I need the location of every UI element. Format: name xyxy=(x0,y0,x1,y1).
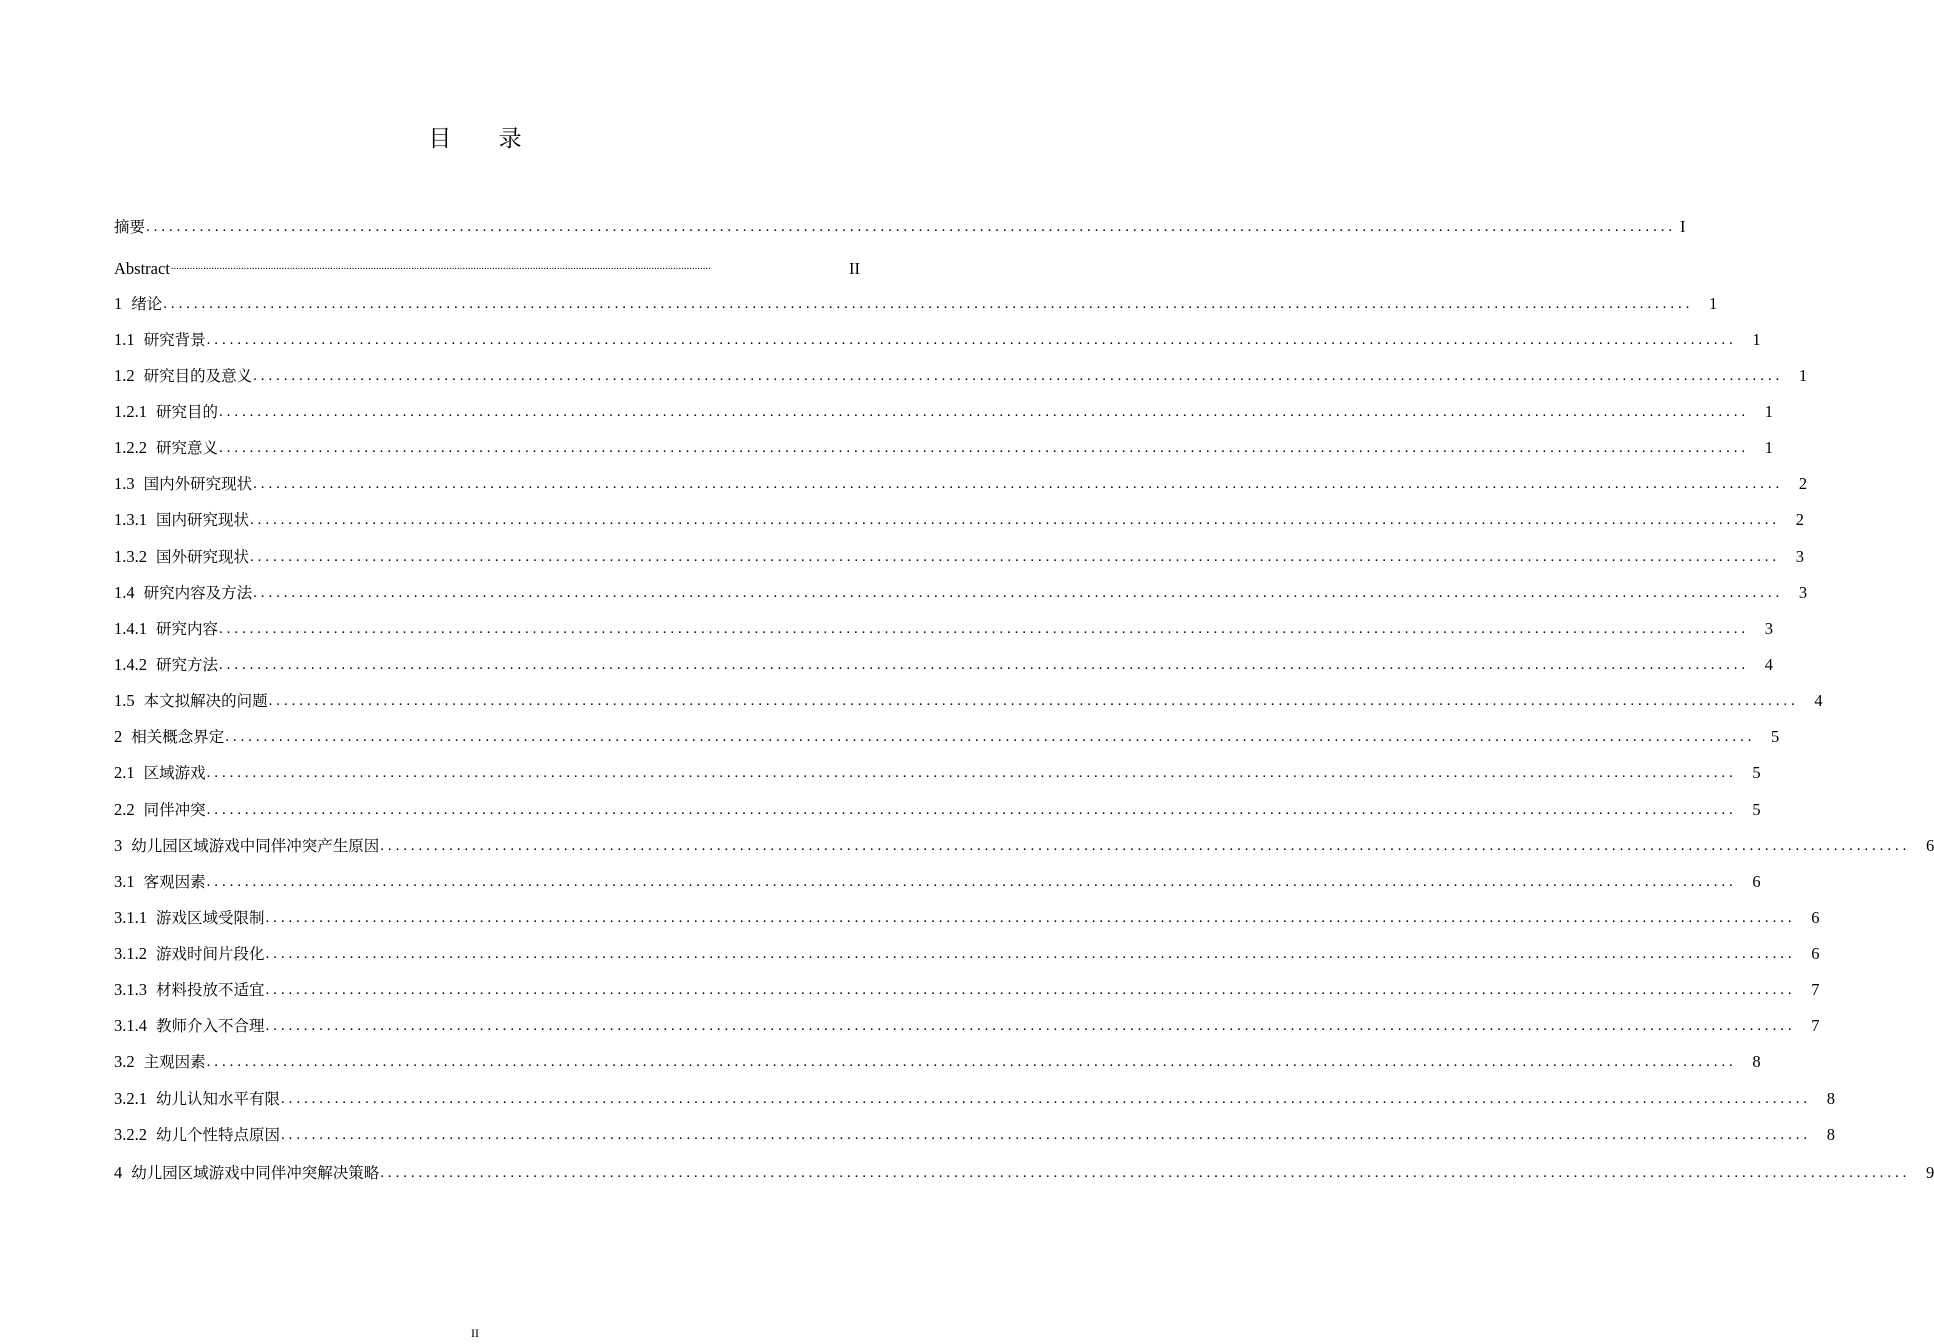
toc-entry-number: 1.3 xyxy=(114,474,135,493)
toc-entry[interactable] xyxy=(114,758,1761,784)
toc-entry-number: 1.3.2 xyxy=(114,547,147,566)
toc-dot-leader: ........................................................................................................................................................................................................ xyxy=(206,765,1737,781)
toc-dot-leader: ........................................................................................................................................................................................................ xyxy=(225,729,1756,745)
toc-entry-number: 3.1 xyxy=(114,872,135,891)
toc-entry[interactable] xyxy=(114,614,1774,640)
toc-entry-page: 1 xyxy=(1764,438,1774,457)
toc-entry-number: 2 xyxy=(114,727,123,746)
toc-entry-page: 4 xyxy=(1814,691,1823,710)
toc-entry[interactable] xyxy=(114,254,860,280)
toc-entry[interactable] xyxy=(114,722,1780,748)
toc-entry-title: 幼儿个性特点原因 xyxy=(156,1126,281,1144)
toc-dot-leader: ........................................................................................................................................................................................................ xyxy=(219,404,1750,420)
toc-entry-title: 客观因素 xyxy=(143,873,206,891)
toc-entry-page: 6 xyxy=(1926,836,1934,855)
toc-entry[interactable] xyxy=(114,795,1761,821)
toc-entry-page: 2 xyxy=(1798,474,1808,493)
toc-dot-leader: ........................................................................................................................................................................................................ xyxy=(253,585,1784,601)
toc-entry-page: 6 xyxy=(1752,872,1761,891)
toc-entry-number: 3.2.1 xyxy=(114,1089,147,1108)
toc-entry-title: 国内研究现状 xyxy=(156,511,250,529)
toc-entry-page: 3 xyxy=(1798,583,1808,602)
page-title: 目 录 xyxy=(428,126,542,152)
toc-dot-leader: ........................................................................................................................................................................................................ xyxy=(219,621,1750,637)
toc-entry-title: 游戏时间片段化 xyxy=(156,945,265,963)
toc-entry[interactable] xyxy=(114,433,1774,459)
toc-dot-leader: ........................................................................................................................................................................................................ xyxy=(250,512,1781,528)
toc-dot-leader: ........................................................................................................................................................................................................ xyxy=(206,1054,1737,1070)
toc-entry-title: 研究背景 xyxy=(143,331,206,349)
toc-entry[interactable] xyxy=(114,686,1823,712)
toc-entry-title: 研究意义 xyxy=(156,439,219,457)
toc-entry[interactable] xyxy=(114,289,1718,315)
toc-entry-page: 8 xyxy=(1826,1125,1836,1144)
toc-entry-number: 1.3.1 xyxy=(114,510,147,529)
toc-entry-number: 1.2.1 xyxy=(114,402,147,421)
toc-entry-title: 主观因素 xyxy=(143,1053,206,1071)
toc-entry-page: 3 xyxy=(1795,547,1805,566)
toc-entry-number: 3.1.2 xyxy=(114,944,147,963)
toc-dot-leader: ........................................................................................................................................................................................................ xyxy=(219,440,1750,456)
toc-entry-title: 幼儿认知水平有限 xyxy=(156,1090,281,1108)
toc-entry[interactable] xyxy=(114,831,1934,857)
toc-entry-title: 幼儿园区域游戏中同伴冲突解决策略 xyxy=(131,1164,380,1182)
toc-entry-number: 3.2 xyxy=(114,1052,135,1071)
toc-entry-title: 研究内容及方法 xyxy=(143,584,253,602)
toc-entry[interactable] xyxy=(114,1011,1820,1037)
toc-entry-title: 本文拟解决的问题 xyxy=(143,692,268,710)
toc-dot-leader: ........................................................................................................................................................................................................ xyxy=(250,549,1781,565)
toc-entry-number: 1.2 xyxy=(114,366,135,385)
toc-entry-title: Abstract xyxy=(114,259,170,278)
toc-entry-page: 8 xyxy=(1752,1052,1761,1071)
toc-entry-number: 3 xyxy=(114,836,123,855)
toc-entry-page: 9 xyxy=(1926,1163,1934,1182)
toc-entry-page: 1 xyxy=(1752,330,1761,349)
toc-entry-title: 材料投放不适宜 xyxy=(156,981,265,999)
toc-dot-leader: ........................................................................................................................................................................................................ xyxy=(380,838,1911,854)
toc-entry-number: 1 xyxy=(114,294,123,313)
toc-entry-title: 国内外研究现状 xyxy=(143,475,253,493)
toc-entry-page: 1 xyxy=(1798,366,1808,385)
toc-dot-leader: ........................................................................................................................................................................................................ xyxy=(380,1165,1911,1181)
toc-entry-page: 1 xyxy=(1709,294,1718,313)
toc-dot-leader: ........................................................................................................................................................................................................ xyxy=(206,332,1737,348)
toc-entry[interactable] xyxy=(114,867,1761,893)
toc-entry-title: 相关概念界定 xyxy=(131,728,225,746)
toc-entry[interactable] xyxy=(114,397,1774,423)
toc-dot-leader: ........................................................................................................................................................................................................ xyxy=(265,982,1796,998)
toc-entry-page: 6 xyxy=(1811,944,1820,963)
toc-entry-title: 研究内容 xyxy=(156,620,219,638)
toc-entry-title: 游戏区域受限制 xyxy=(156,909,265,927)
toc-dot-leader: ........................................................................................................................................................................................................ xyxy=(253,476,1784,492)
toc-entry-number: 2.1 xyxy=(114,763,135,782)
toc-dot-leader: ........................................................................................................................................................................................................ xyxy=(265,910,1796,926)
toc-entry[interactable] xyxy=(114,542,1805,568)
toc-entry-title: 幼儿园区域游戏中同伴冲突产生原因 xyxy=(131,837,380,855)
toc-entry[interactable] xyxy=(114,1120,1836,1146)
toc-dot-leader: ........................................................................................................................................................................................................ xyxy=(281,1127,1812,1143)
toc-dot-leader: ........................................................................................................................................................................................................ xyxy=(163,296,1694,312)
toc-entry-title: 摘要 xyxy=(114,218,146,236)
toc-entry-title: 教师介入不合理 xyxy=(156,1017,265,1035)
toc-dot-leader: ........................................................................................................................................................................................................ xyxy=(268,693,1799,709)
toc-entry-title: 区域游戏 xyxy=(143,764,206,782)
toc-entry[interactable] xyxy=(114,975,1820,1001)
toc-dot-leader: ........................................................................................................................................................................................................ xyxy=(253,368,1784,384)
toc-entry-page: I xyxy=(1680,217,1686,236)
toc-dot-leader: ........................................................................................................................................................................................................ xyxy=(265,1018,1796,1034)
page-number: II xyxy=(471,1326,479,1340)
toc-entry-number: 3.1.4 xyxy=(114,1016,147,1035)
toc-entry-title: 绪论 xyxy=(131,295,163,313)
toc-entry-page: 6 xyxy=(1811,908,1820,927)
toc-entry-number: 1.4 xyxy=(114,583,135,602)
toc-dot-leader: ........................................................................................................................................................................................................ xyxy=(206,802,1737,818)
toc-dot-leader: ........................................................................................................................................................................................................ xyxy=(170,261,711,272)
toc-entry-title: 研究方法 xyxy=(156,656,219,674)
toc-entry-title: 研究目的及意义 xyxy=(143,367,253,385)
toc-entry[interactable] xyxy=(114,1047,1761,1073)
toc-entry-title: 国外研究现状 xyxy=(156,548,250,566)
toc-dot-leader: ........................................................................................................................................................................................................ xyxy=(281,1091,1812,1107)
toc-entry[interactable] xyxy=(114,939,1820,965)
toc-entry-page: 2 xyxy=(1795,510,1805,529)
toc-entry-number: 3.1.3 xyxy=(114,980,147,999)
toc-entry-title: 同伴冲突 xyxy=(143,801,206,819)
toc-entry[interactable] xyxy=(114,469,1808,495)
toc-entry-page: 5 xyxy=(1752,763,1761,782)
toc-entry-page: 7 xyxy=(1811,1016,1820,1035)
toc-entry-number: 2.2 xyxy=(114,800,135,819)
toc-entry[interactable] xyxy=(114,505,1805,531)
toc-entry[interactable] xyxy=(114,650,1774,676)
toc-entry-number: 4 xyxy=(114,1163,123,1182)
toc-entry[interactable] xyxy=(114,212,1686,238)
toc-entry-number: 3.2.2 xyxy=(114,1125,147,1144)
toc-entry-number: 1.1 xyxy=(114,330,135,349)
toc-entry-page: 7 xyxy=(1811,980,1820,999)
toc-entry-number: 3.1.1 xyxy=(114,908,147,927)
toc-entry-page: 8 xyxy=(1826,1089,1836,1108)
toc-dot-leader: ........................................................................................................................................................................................................ xyxy=(219,657,1750,673)
toc-entry[interactable] xyxy=(114,1084,1836,1110)
toc-dot-leader: ........................................................................................................................................................................................................ xyxy=(146,219,1677,235)
toc-entry-page: 4 xyxy=(1764,655,1774,674)
toc-entry-page: II xyxy=(849,259,860,278)
toc-dot-leader: ........................................................................................................................................................................................................ xyxy=(265,946,1796,962)
toc-entry-page: 1 xyxy=(1764,402,1774,421)
toc-entry-number: 1.2.2 xyxy=(114,438,147,457)
toc-entry[interactable] xyxy=(114,903,1820,929)
toc-entry-page: 5 xyxy=(1752,800,1761,819)
toc-entry-number: 1.4.1 xyxy=(114,619,147,638)
toc-entry-title: 研究目的 xyxy=(156,403,219,421)
toc-dot-leader: ........................................................................................................................................................................................................ xyxy=(206,874,1737,890)
toc-entry[interactable] xyxy=(114,1158,1934,1184)
toc-entry-number: 1.4.2 xyxy=(114,655,147,674)
toc-entry-number: 1.5 xyxy=(114,691,135,710)
toc-entry[interactable] xyxy=(114,325,1761,351)
toc-entry-page: 5 xyxy=(1771,727,1780,746)
toc-entry[interactable] xyxy=(114,361,1808,387)
toc-entry-page: 3 xyxy=(1764,619,1774,638)
toc-entry[interactable] xyxy=(114,578,1808,604)
